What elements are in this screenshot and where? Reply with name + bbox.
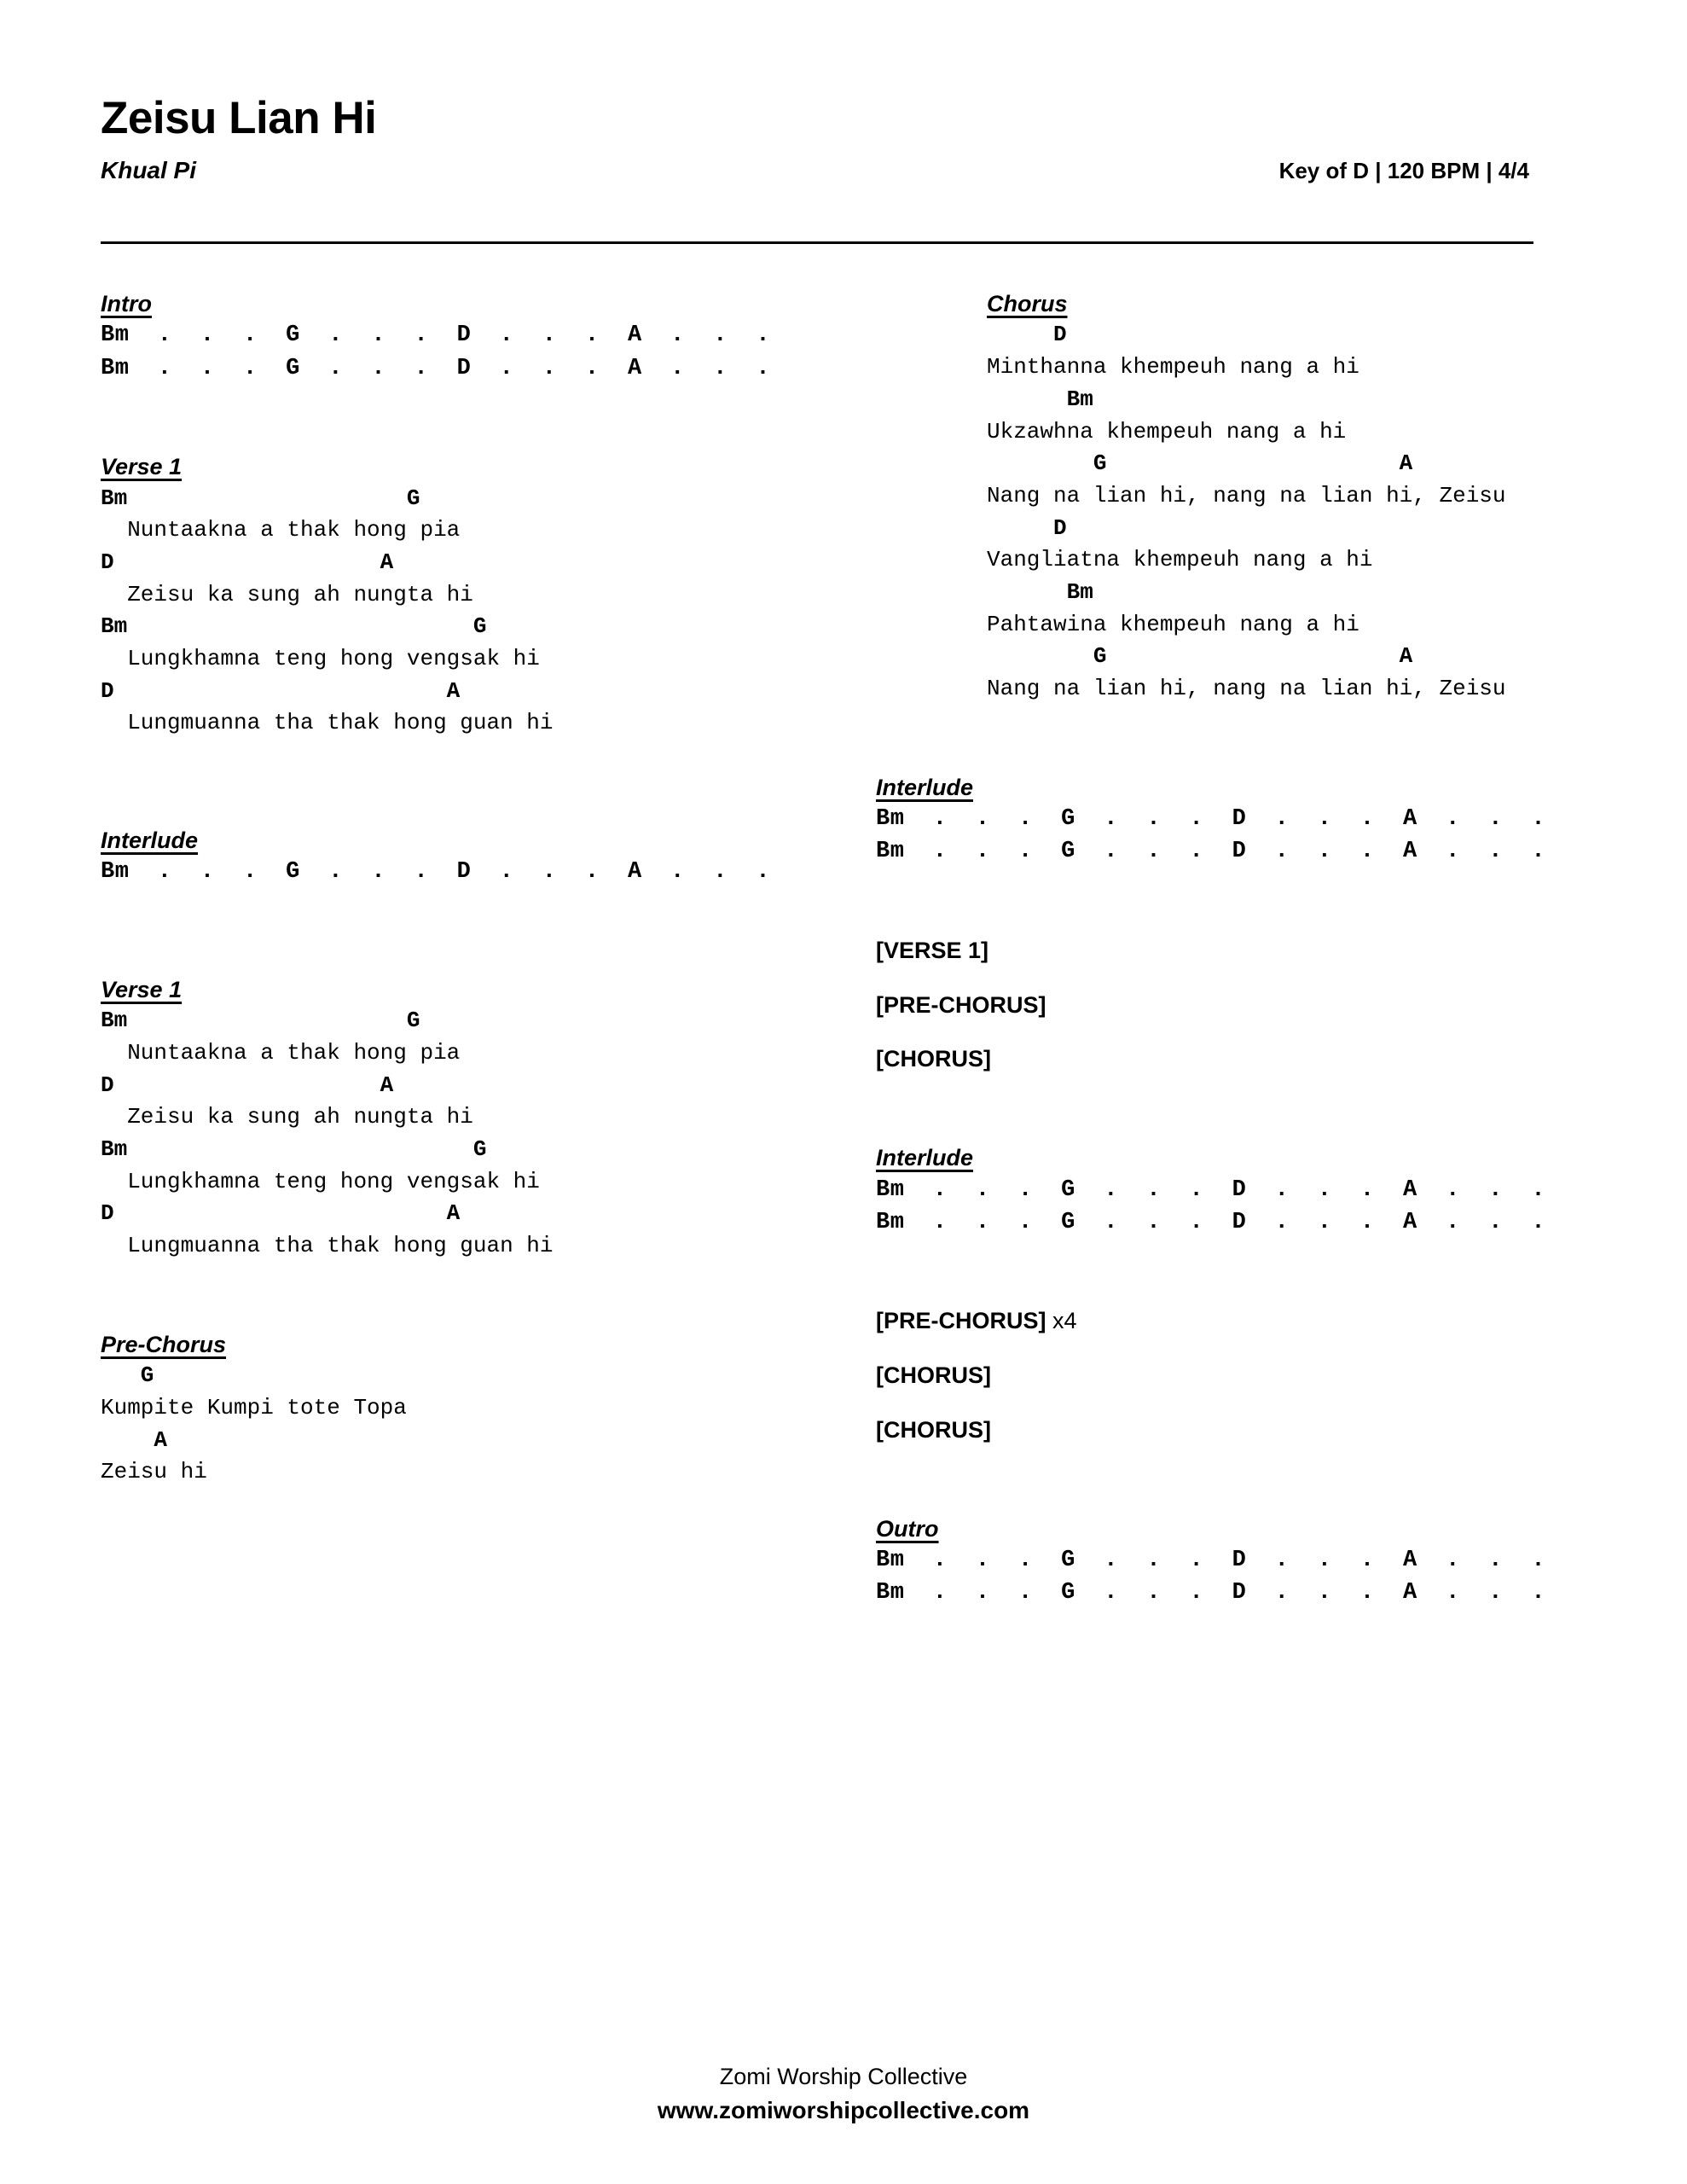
structure-marker-label: [PRE-CHORUS] (876, 1308, 1046, 1334)
chord-row: D A (101, 1072, 394, 1098)
lyric-row: Nang na lian hi, nang na lian hi, Zeisu (987, 482, 1506, 508)
spacer (876, 1338, 1626, 1360)
section-heading-interlude: Interlude (876, 774, 974, 800)
lyric-row: Ukzawhna khempeuh nang a hi (987, 418, 1347, 444)
chord-row: D A (101, 677, 461, 704)
section-interlude-left (101, 825, 834, 889)
section-pre-chorus (101, 1329, 834, 1489)
section-heading-verse-1: Verse 1 (101, 976, 183, 1002)
lyric-row: Zeisu ka sung ah nungta hi (101, 581, 473, 607)
section-interlude-right-second (876, 1142, 1626, 1239)
lyric-row: Nang na lian hi, nang na lian hi, Zeisu (987, 676, 1506, 701)
lyric-row: Nuntaakna a thak hong pia (101, 1039, 461, 1066)
key-tempo-meter-info: Key of D | 120 BPM | 4/4 (1278, 158, 1529, 184)
section-heading-chorus: Chorus (987, 291, 1068, 317)
lyric-row: Lungkhamna teng hong vengsak hi (101, 645, 540, 671)
chord-row: G (101, 1362, 154, 1389)
chord-progression-line: Bm . . . G . . . D . . . A . . . (101, 859, 771, 886)
spacer (876, 868, 1626, 935)
chord-progression-line: Bm . . . G . . . D . . . A . . . (876, 1209, 1546, 1235)
artist-name: Khual Pi (101, 157, 197, 184)
document-header (101, 94, 1533, 184)
section-outro (876, 1513, 1626, 1610)
lyric-row: Lungmuanna tha thak hong guan hi (101, 710, 554, 736)
structure-marker-chorus (876, 1360, 1626, 1392)
document-footer (0, 2060, 1687, 2129)
structure-marker-pre-chorus (876, 990, 1626, 1022)
structure-markers-group-2 (876, 1305, 1626, 1446)
structure-marker-pre-chorus-x4 (876, 1305, 1626, 1338)
section-interlude-right-first (876, 772, 1626, 868)
header-meta-row (101, 157, 1533, 184)
lyric-row: Vangliatna khempeuh nang a hi (987, 547, 1373, 573)
chord-progression-line: Bm . . . G . . . D . . . A . . . (876, 1548, 1546, 1574)
footer-website-url: www.zomiworshipcollective.com (657, 2097, 1030, 2124)
spacer (101, 1263, 834, 1329)
lyric-row: Minthanna khempeuh nang a hi (987, 354, 1359, 380)
chord-row: Bm (987, 386, 1093, 412)
chord-row: D (987, 322, 1067, 348)
chord-progression-line: Bm . . . G . . . D . . . A . . . (101, 355, 771, 381)
chord-progression-line: Bm . . . G . . . D . . . A . . . (101, 322, 771, 349)
right-column (876, 288, 1626, 1610)
section-heading-outro: Outro (876, 1515, 939, 1542)
spacer (876, 1076, 1626, 1142)
structure-marker-chorus (876, 1414, 1626, 1447)
chord-row: G A (987, 643, 1413, 670)
spacer (876, 706, 1626, 772)
structure-marker-verse-1 (876, 935, 1626, 967)
lyric-row: Pahtawina khempeuh nang a hi (987, 611, 1359, 637)
spacer (876, 1239, 1626, 1305)
lyric-row: Lungkhamna teng hong vengsak hi (101, 1168, 540, 1194)
structure-marker-label: [CHORUS] (876, 1416, 991, 1443)
chord-progression-line: Bm . . . G . . . D . . . A . . . (876, 1580, 1546, 1606)
structure-marker-label: [CHORUS] (876, 1046, 991, 1072)
section-heading-intro: Intro (101, 291, 152, 317)
spacer (101, 889, 834, 974)
chord-row: Bm G (101, 613, 487, 640)
chord-row: Bm G (101, 1136, 487, 1162)
page-title: Zeisu Lian Hi (101, 93, 377, 143)
section-verse-1-first (101, 451, 834, 740)
spacer (876, 967, 1626, 990)
chord-row: A (101, 1426, 168, 1453)
chord-progression-line: Bm . . . G . . . D . . . A . . . (876, 839, 1546, 865)
structure-markers-group-1 (876, 935, 1626, 1076)
footer-organization: Zomi Worship Collective (719, 2064, 968, 2089)
chord-row: D A (101, 1200, 461, 1227)
chord-progression-line: Bm . . . G . . . D . . . A . . . (876, 806, 1546, 833)
section-heading-verse-1: Verse 1 (101, 454, 183, 480)
left-column (101, 288, 834, 1489)
header-divider (101, 241, 1533, 244)
spacer (876, 1447, 1626, 1513)
lyric-row: Zeisu hi (101, 1459, 207, 1485)
spacer (876, 1021, 1626, 1043)
chord-row: Bm G (101, 485, 420, 511)
section-heading-interlude: Interlude (101, 828, 199, 854)
section-verse-1-second (101, 974, 834, 1263)
section-chorus (987, 288, 1626, 706)
spacer (101, 740, 834, 825)
chord-row: D A (101, 549, 394, 575)
structure-marker-label: [PRE-CHORUS] (876, 991, 1046, 1018)
lyric-row: Lungmuanna tha thak hong guan hi (101, 1233, 554, 1259)
chord-row: D (987, 514, 1067, 541)
chord-row: Bm (987, 578, 1093, 605)
structure-marker-label: [VERSE 1] (876, 937, 989, 963)
structure-marker-suffix: x4 (1046, 1308, 1077, 1334)
chord-row: G A (987, 450, 1413, 477)
section-heading-interlude: Interlude (876, 1145, 974, 1171)
lyric-row: Kumpite Kumpi tote Topa (101, 1394, 407, 1420)
lyric-row: Zeisu ka sung ah nungta hi (101, 1104, 473, 1130)
spacer (101, 385, 834, 451)
spacer (876, 1392, 1626, 1414)
section-intro (101, 288, 834, 385)
lyric-row: Nuntaakna a thak hong pia (101, 517, 461, 543)
structure-marker-label: [CHORUS] (876, 1362, 991, 1389)
chord-row: Bm G (101, 1008, 420, 1034)
chord-progression-line: Bm . . . G . . . D . . . A . . . (876, 1176, 1546, 1203)
structure-marker-chorus (876, 1043, 1626, 1076)
section-heading-pre-chorus: Pre-Chorus (101, 1331, 227, 1357)
